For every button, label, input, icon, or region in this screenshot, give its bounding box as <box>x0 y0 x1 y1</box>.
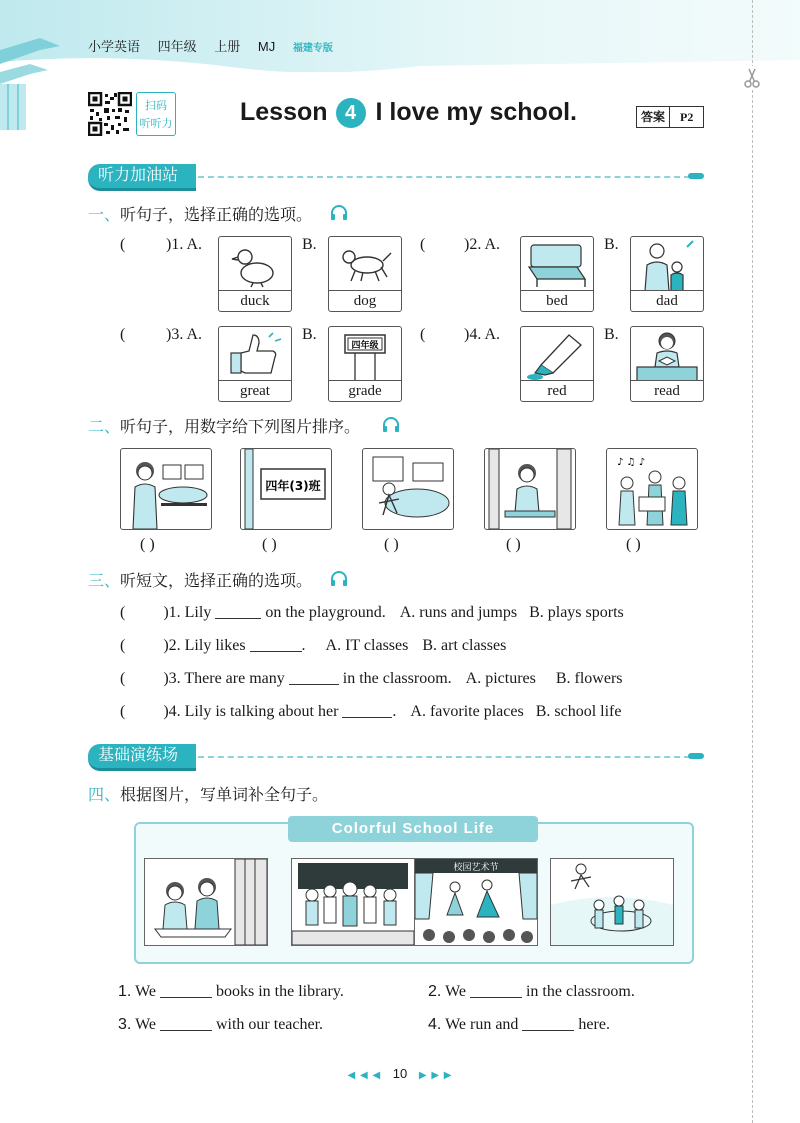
pagoda-decoration <box>0 20 70 130</box>
q3-item-4-num: )4. <box>163 703 181 720</box>
q3-item-1-post: on the playground. <box>265 604 386 621</box>
q2-number: 二、 <box>88 419 121 436</box>
qr-code-icon[interactable] <box>88 92 132 136</box>
q3-item-2-num: )2. <box>163 637 181 654</box>
q3-item-2-pre: Lily likes <box>184 637 246 654</box>
q1-item-3-b-caption: grade <box>329 380 401 401</box>
headphones-icon[interactable] <box>382 416 400 432</box>
q3-text: 听短文，选择正确的选项。 <box>120 573 313 590</box>
classroom-singing-icon <box>292 859 414 945</box>
q1-item-4-option-b[interactable] <box>630 326 704 402</box>
q4-sentence-4-num: 4. <box>428 1016 442 1033</box>
book-info-grade: 四年级 <box>157 39 197 54</box>
q2-text: 听句子，用数字给下列图片排序。 <box>120 419 361 436</box>
q1-item-3-a-caption: great <box>219 380 291 401</box>
section-basic-line <box>198 756 690 758</box>
q2-picture-class-sign <box>240 448 332 530</box>
q1-item-2-b-label: B. <box>604 236 619 253</box>
q4-sentence-2 <box>428 981 635 1001</box>
grade-sign-icon <box>329 327 401 381</box>
q4-sentence-3 <box>118 1014 323 1034</box>
q4-heading <box>88 782 328 805</box>
q2-picture-library <box>484 448 576 530</box>
q3-heading <box>88 568 312 591</box>
lesson-number-badge: 4 <box>336 98 366 128</box>
dad-icon <box>631 237 703 291</box>
footer-left-arrows: ◀ ◀ ◀ <box>347 1070 382 1081</box>
q1-item-2-num: )2. A. <box>464 236 500 253</box>
q1-item-2-paren[interactable]: ( <box>420 236 426 253</box>
q1-item-1-paren[interactable]: ( <box>120 236 126 253</box>
book-info-subject: 小学英语 <box>88 39 141 54</box>
q3-item-2-paren[interactable]: ( <box>120 637 126 654</box>
q4-sentence-1-pre: We <box>135 983 156 1000</box>
reading-girl-icon <box>631 327 703 381</box>
footer-right-arrows: ▶ ▶ ▶ <box>418 1070 453 1081</box>
header-wave <box>0 52 800 92</box>
q3-item-4-blank[interactable] <box>342 701 392 718</box>
q4-picture-art-festival <box>414 858 538 946</box>
q4-sentence-3-num: 3. <box>118 1016 132 1033</box>
q3-item-1 <box>120 602 624 622</box>
library-icon <box>485 449 575 529</box>
scan-label-line-1: 扫码 <box>145 100 167 112</box>
headphones-icon[interactable] <box>330 204 348 220</box>
q3-item-3-option-b: B. flowers <box>555 670 623 687</box>
q3-number: 三、 <box>88 573 121 590</box>
q3-item-3-option-a: A. pictures <box>465 670 536 687</box>
q4-picture-classroom <box>291 858 415 946</box>
q4-sentence-1-post: books in the library. <box>215 983 344 1000</box>
q1-item-2-option-a[interactable] <box>520 236 594 312</box>
svg-text:♪ ♫ ♪: ♪ ♫ ♪ <box>617 457 646 468</box>
q1-item-1-a-caption: duck <box>219 290 291 311</box>
dog-icon <box>329 237 401 291</box>
q3-item-3-blank[interactable] <box>289 668 339 685</box>
q4-sentence-4-pre: We run and <box>445 1016 519 1033</box>
q4-sentence-3-post: with our teacher. <box>215 1016 324 1033</box>
q2-heading <box>88 414 360 437</box>
q2-picture-music-room <box>606 448 698 530</box>
q3-item-1-pre: Lily <box>184 604 212 621</box>
q3-item-3-paren[interactable]: ( <box>120 670 126 687</box>
answer-label: 答案 <box>637 107 670 127</box>
q3-item-4-paren[interactable]: ( <box>120 703 126 720</box>
library-reading-icon <box>145 859 267 945</box>
q3-item-2-post: . <box>301 637 306 654</box>
q3-item-3-pre: There are many <box>184 670 285 687</box>
q2-picture-playground <box>362 448 454 530</box>
q1-item-4-num: )4. A. <box>464 326 500 343</box>
q3-item-4 <box>120 701 621 721</box>
page-footer <box>340 1066 460 1081</box>
q4-text: 根据图片，写单词补全句子。 <box>120 787 329 804</box>
scan-label-line-2: 听听力 <box>139 118 173 130</box>
q3-item-4-pre: Lily is talking about her <box>184 703 339 720</box>
section-listening-end <box>688 173 704 179</box>
q1-item-1-b-label: B. <box>302 236 317 253</box>
duck-icon <box>219 237 291 291</box>
art-festival-stage-icon <box>415 859 537 945</box>
q1-item-1-b-caption: dog <box>329 290 401 311</box>
q3-item-4-option-a: A. favorite places <box>410 703 524 720</box>
q4-sentence-2-num: 2. <box>428 983 442 1000</box>
q3-item-3-num: )3. <box>163 670 181 687</box>
q1-item-4-option-a[interactable] <box>520 326 594 402</box>
q4-sentence-4-post: here. <box>578 1016 610 1033</box>
answer-ref <box>636 106 704 128</box>
answer-page: P2 <box>680 110 694 124</box>
grade-sign-text: 四年级 <box>351 341 379 351</box>
scan-label <box>136 92 176 136</box>
q3-item-1-num: )1. <box>163 604 181 621</box>
section-basic-end <box>688 753 704 759</box>
q2-answer-4[interactable]: ( ) <box>506 536 521 553</box>
q1-item-2-b-caption: dad <box>631 290 703 311</box>
q4-sentence-3-blank[interactable] <box>160 1014 212 1031</box>
q3-item-1-blank[interactable] <box>215 602 261 619</box>
q4-sentence-1-num: 1. <box>118 983 132 1000</box>
headphones-icon[interactable] <box>330 570 348 586</box>
q2-answer-1[interactable]: ( ) <box>140 536 155 553</box>
section-basic: 基础演练场 <box>88 744 196 771</box>
q4-picture-playground <box>550 858 674 946</box>
q1-heading <box>88 202 312 225</box>
q3-item-2 <box>120 635 506 655</box>
playground-icon <box>363 449 453 529</box>
playground-jump-rope-icon <box>551 859 673 945</box>
q1-item-1-option-b[interactable] <box>328 236 402 312</box>
q3-item-1-paren[interactable]: ( <box>120 604 126 621</box>
q4-sentence-2-post: in the classroom. <box>525 983 635 1000</box>
q4-picture-library <box>144 858 268 946</box>
q1-item-2-a-caption: bed <box>521 290 593 311</box>
school-life-banner: Colorful School Life <box>288 816 538 842</box>
section-listening-line <box>198 176 690 178</box>
q1-item-3-b-label: B. <box>302 326 317 343</box>
book-info-edition: MJ <box>257 39 276 54</box>
cut-line <box>752 0 753 1123</box>
q2-answer-5[interactable]: ( ) <box>626 536 641 553</box>
q1-item-1-num: )1. A. <box>166 236 202 253</box>
q1-item-4-paren[interactable]: ( <box>420 326 426 343</box>
q1-item-2-option-b[interactable] <box>630 236 704 312</box>
q4-sentence-3-pre: We <box>135 1016 156 1033</box>
q3-item-4-post: . <box>392 703 397 720</box>
q3-item-2-option-a: A. IT classes <box>325 637 409 654</box>
q1-item-3-paren[interactable]: ( <box>120 326 126 343</box>
q1-number: 一、 <box>88 207 121 224</box>
scissors-icon <box>740 66 764 90</box>
stage-sign-text: 校园艺术节 <box>453 863 499 873</box>
q4-number: 四、 <box>88 787 121 804</box>
q1-item-4-a-caption: red <box>521 380 593 401</box>
lesson-word: Lesson <box>240 98 328 126</box>
thumbs-up-icon <box>219 327 291 381</box>
q4-sentence-4 <box>428 1014 610 1034</box>
q4-sentence-4-blank[interactable] <box>522 1014 574 1031</box>
q3-item-4-option-b: B. school life <box>535 703 622 720</box>
q3-item-2-blank[interactable] <box>250 635 302 652</box>
q1-item-3-option-a[interactable] <box>218 326 292 402</box>
q1-item-4-b-label: B. <box>604 326 619 343</box>
q1-item-1-option-a[interactable] <box>218 236 292 312</box>
class-sign-icon <box>241 449 331 529</box>
page-number: 10 <box>392 1066 408 1081</box>
paint-tube-icon <box>521 327 593 381</box>
section-listening: 听力加油站 <box>88 164 196 191</box>
computer-room-icon <box>121 449 211 529</box>
class-sign-text: 四年(3)班 <box>265 479 321 493</box>
book-info-term: 上册 <box>214 39 241 54</box>
q3-item-3 <box>120 668 623 688</box>
q3-item-1-option-b: B. plays sports <box>529 604 624 621</box>
q3-item-2-option-b: B. art classes <box>422 637 507 654</box>
q1-item-3-num: )3. A. <box>166 326 202 343</box>
q2-picture-computer-room <box>120 448 212 530</box>
q1-text: 听句子，选择正确的选项。 <box>120 207 313 224</box>
q4-sentence-1-blank[interactable] <box>160 981 212 998</box>
q2-answer-3[interactable]: ( ) <box>384 536 399 553</box>
q3-item-1-option-a: A. runs and jumps <box>399 604 518 621</box>
book-info <box>88 36 347 55</box>
q3-item-3-post: in the classroom. <box>342 670 452 687</box>
lesson-title <box>240 98 577 128</box>
lesson-title-text: I love my school. <box>375 98 577 126</box>
q4-sentence-2-blank[interactable] <box>470 981 522 998</box>
book-badge: 福建专版 <box>292 43 333 54</box>
bed-icon <box>521 237 593 291</box>
music-room-icon <box>607 449 697 529</box>
q1-item-3-option-b[interactable] <box>328 326 402 402</box>
q1-item-4-b-caption: read <box>631 380 703 401</box>
q4-sentence-2-pre: We <box>445 983 466 1000</box>
q4-sentence-1 <box>118 981 344 1001</box>
q2-answer-2[interactable]: ( ) <box>262 536 277 553</box>
